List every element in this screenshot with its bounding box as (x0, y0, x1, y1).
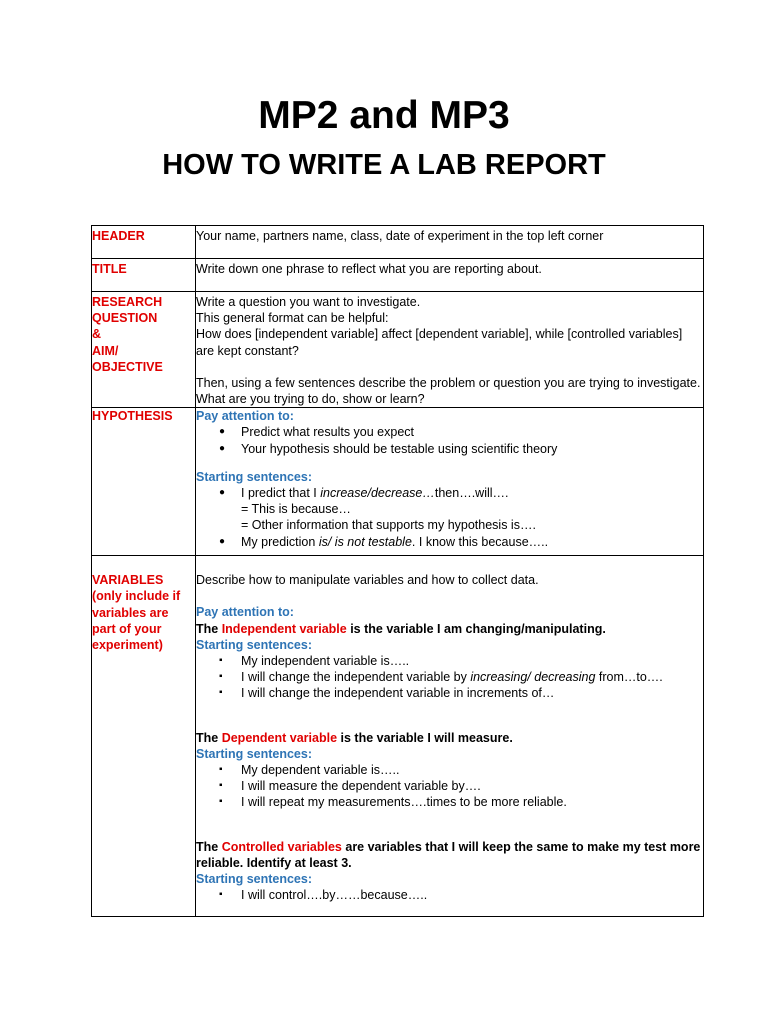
page-subtitle: HOW TO WRITE A LAB REPORT (162, 149, 606, 181)
list-item: ● Predict what results you expect (241, 424, 703, 440)
list-item: ▪ I will change the independent variable by increasing/ decreasing from…to…. (241, 669, 703, 685)
lab-report-table (91, 225, 704, 917)
cell-title: Write down one phrase to reflect what you are reporting about. (196, 259, 704, 292)
list-item: ● My prediction is/ is not testable. I know this because….. (241, 534, 703, 550)
hypothesis-sentences-list (196, 485, 703, 501)
hypothesis-sentences-list-2 (196, 534, 703, 550)
cell-variables: Describe how to manipulate variables and how to collect data. Pay attention to: The Independent variable is the variable I am changing/manipulating. Starting sentences: ▪ My independent variable is….. ▪ I will change the independent variable by increasing/ decreasing from…to…. ▪ I will change the independent variable in increments of… The Dependent variable is the variable I will measure. Starting sentences: ▪ My dependent variable is….. ▪ I will measure the dependent variable by…. ▪ I will repeat my measurements….times to be more reliable. The Controlled variables are variables that I will keep the same to make my test more reliable. Identify at least 3. Starting sentences: ▪ I will control….by……because….. (196, 556, 704, 917)
label-variables: VARIABLES (only include if variables are part of your experiment) (92, 556, 196, 917)
page-title: MP2 and MP3 (258, 94, 510, 137)
list-item: ▪ I will measure the dependent variable by…. (241, 778, 703, 794)
list-item: ▪ I will repeat my measurements….times to be more reliable. (241, 794, 703, 810)
table-row-research (92, 292, 704, 408)
cell-hypothesis: Pay attention to: ● Predict what results you expect ● Your hypothesis should be testable using scientific theory Starting sentences: ● I predict that I increase/decrease…then….will…. = This is because… = Other information that supports my hypothesis is…. ● My prediction is/ is not testable. I know this because….. (196, 408, 704, 556)
table-row-hypothesis (92, 408, 704, 556)
label-hypothesis: HYPOTHESIS (92, 408, 196, 556)
list-item: ● Your hypothesis should be testable using scientific theory (241, 441, 703, 457)
label-header: HEADER (92, 226, 196, 259)
hypothesis-attention-list (196, 424, 703, 456)
label-title: TITLE (92, 259, 196, 292)
label-research: RESEARCH QUESTION & AIM/ OBJECTIVE (92, 292, 196, 408)
table-row-title (92, 259, 704, 292)
cell-research: Write a question you want to investigate. This general format can be helpful: How does [independent variable] affect [dependent variable], while [controlled variables] are kept constant? Then, using a few sentences describe the problem or question you are trying to investigate. What are you trying to do, show or learn? (196, 292, 704, 408)
dependent-list (196, 762, 703, 811)
list-item: ▪ I will control….by……because….. (241, 887, 703, 903)
list-item: ▪ I will change the independent variable in increments of… (241, 685, 703, 701)
table-row-header (92, 226, 704, 259)
controlled-list (196, 887, 703, 903)
list-item: ● I predict that I increase/decrease…then….will…. (241, 485, 703, 501)
list-item: ▪ My independent variable is….. (241, 653, 703, 669)
list-item: ▪ My dependent variable is….. (241, 762, 703, 778)
table-row-variables (92, 556, 704, 917)
cell-header: Your name, partners name, class, date of experiment in the top left corner (196, 226, 704, 259)
independent-list (196, 653, 703, 702)
